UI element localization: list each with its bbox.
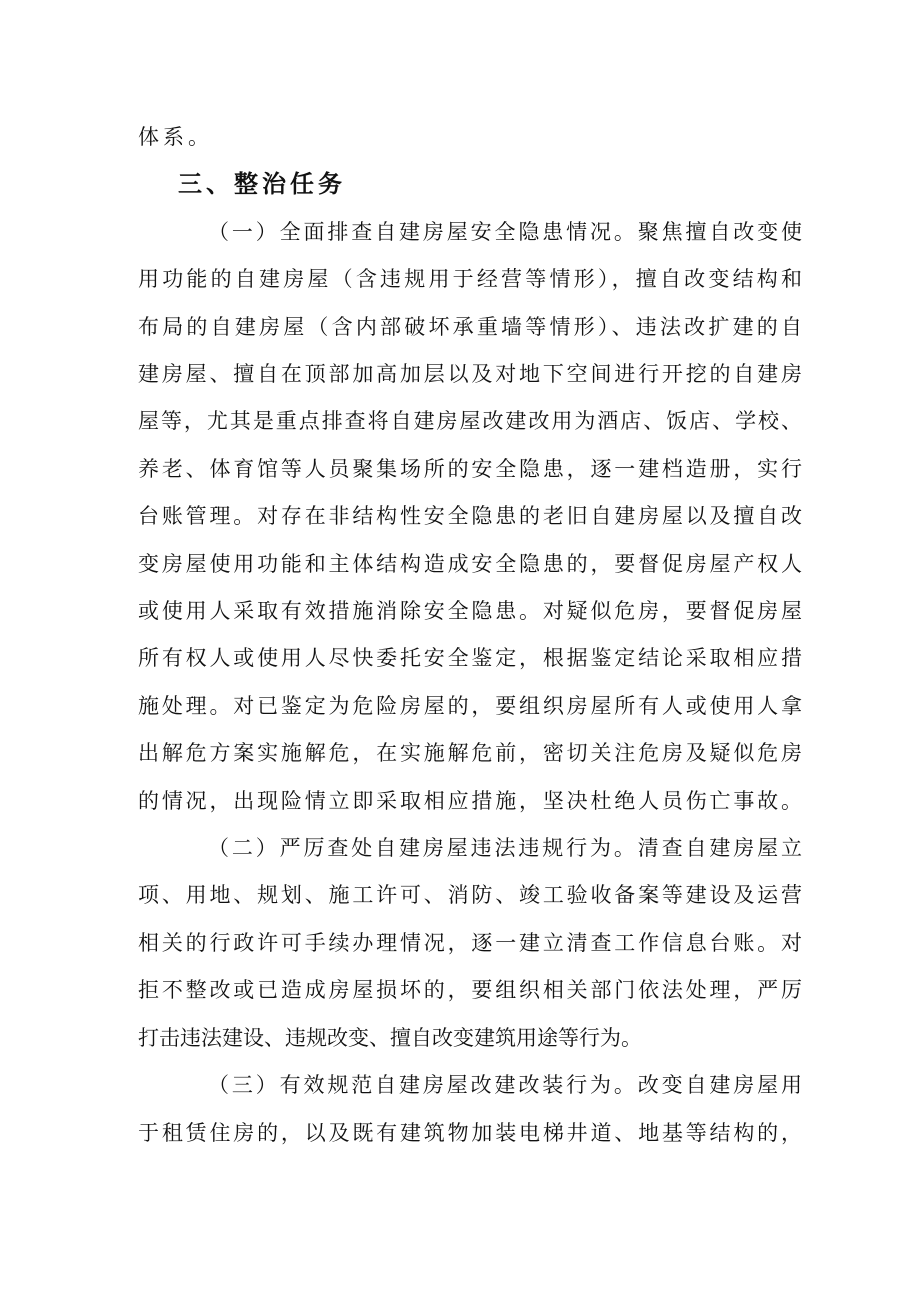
paragraph bbox=[138, 1062, 802, 1157]
paragraphs bbox=[138, 209, 802, 1157]
text-line: 出解危方案实施解危，在实施解危前，密切关注危房及疑似危房 bbox=[138, 741, 802, 766]
text-line: 打击违法建设、违规改变、擅自改变建筑用途等行为。 bbox=[138, 1025, 642, 1050]
text-line: 养老、体育馆等人员聚集场所的安全隐患，逐一建档造册，实行 bbox=[138, 456, 802, 481]
intro-tail-line: 体系。 bbox=[138, 125, 213, 149]
text-line: 变房屋使用功能和主体结构造成安全隐患的，要督促房屋产权人 bbox=[138, 551, 802, 576]
text-line: （三）有效规范自建房屋改建改装行为。改变自建房屋用 bbox=[208, 1073, 802, 1098]
text-line: 所有权人或使用人尽快委托安全鉴定，根据鉴定结论采取相应措 bbox=[138, 646, 802, 671]
text-line: （一）全面排查自建房屋安全隐患情况。聚焦擅自改变使 bbox=[208, 219, 802, 244]
paragraph bbox=[138, 825, 802, 1062]
text-line: 或使用人采取有效措施消除安全隐患。对疑似危房，要督促房屋 bbox=[138, 599, 802, 624]
text-line: 台账管理。对存在非结构性安全隐患的老旧自建房屋以及擅自改 bbox=[138, 504, 802, 529]
text-line: 相关的行政许可手续办理情况，逐一建立清查工作信息台账。对 bbox=[138, 930, 802, 955]
text-line: 项、用地、规划、施工许可、消防、竣工验收备案等建设及运营 bbox=[138, 883, 802, 908]
document-page bbox=[138, 114, 802, 1157]
text-line: 用功能的自建房屋（含违规用于经营等情形），擅自改变结构和 bbox=[138, 267, 802, 292]
text-line: （二）严厉查处自建房屋违法违规行为。清查自建房屋立 bbox=[208, 836, 802, 861]
paragraph bbox=[138, 209, 802, 825]
text-line: 拒不整改或已造成房屋损坏的，要组织相关部门依法处理，严厉 bbox=[138, 978, 802, 1003]
text-line: 布局的自建房屋（含内部破坏承重墙等情形）、违法改扩建的自 bbox=[138, 314, 802, 339]
text-line: 建房屋、擅自在顶部加高加层以及对地下空间进行开挖的自建房 bbox=[138, 362, 802, 387]
text-line: 屋等，尤其是重点排查将自建房屋改建改用为酒店、饭店、学校、 bbox=[138, 409, 802, 434]
text-line: 施处理。对已鉴定为危险房屋的，要组织房屋所有人或使用人拿 bbox=[138, 693, 802, 718]
text-line: 于租赁住房的，以及既有建筑物加装电梯井道、地基等结构的， bbox=[138, 1120, 802, 1145]
section-heading: 三、整治任务 bbox=[178, 170, 346, 199]
text-line: 的情况，出现险情立即采取相应措施，坚决杜绝人员伤亡事故。 bbox=[138, 788, 802, 813]
